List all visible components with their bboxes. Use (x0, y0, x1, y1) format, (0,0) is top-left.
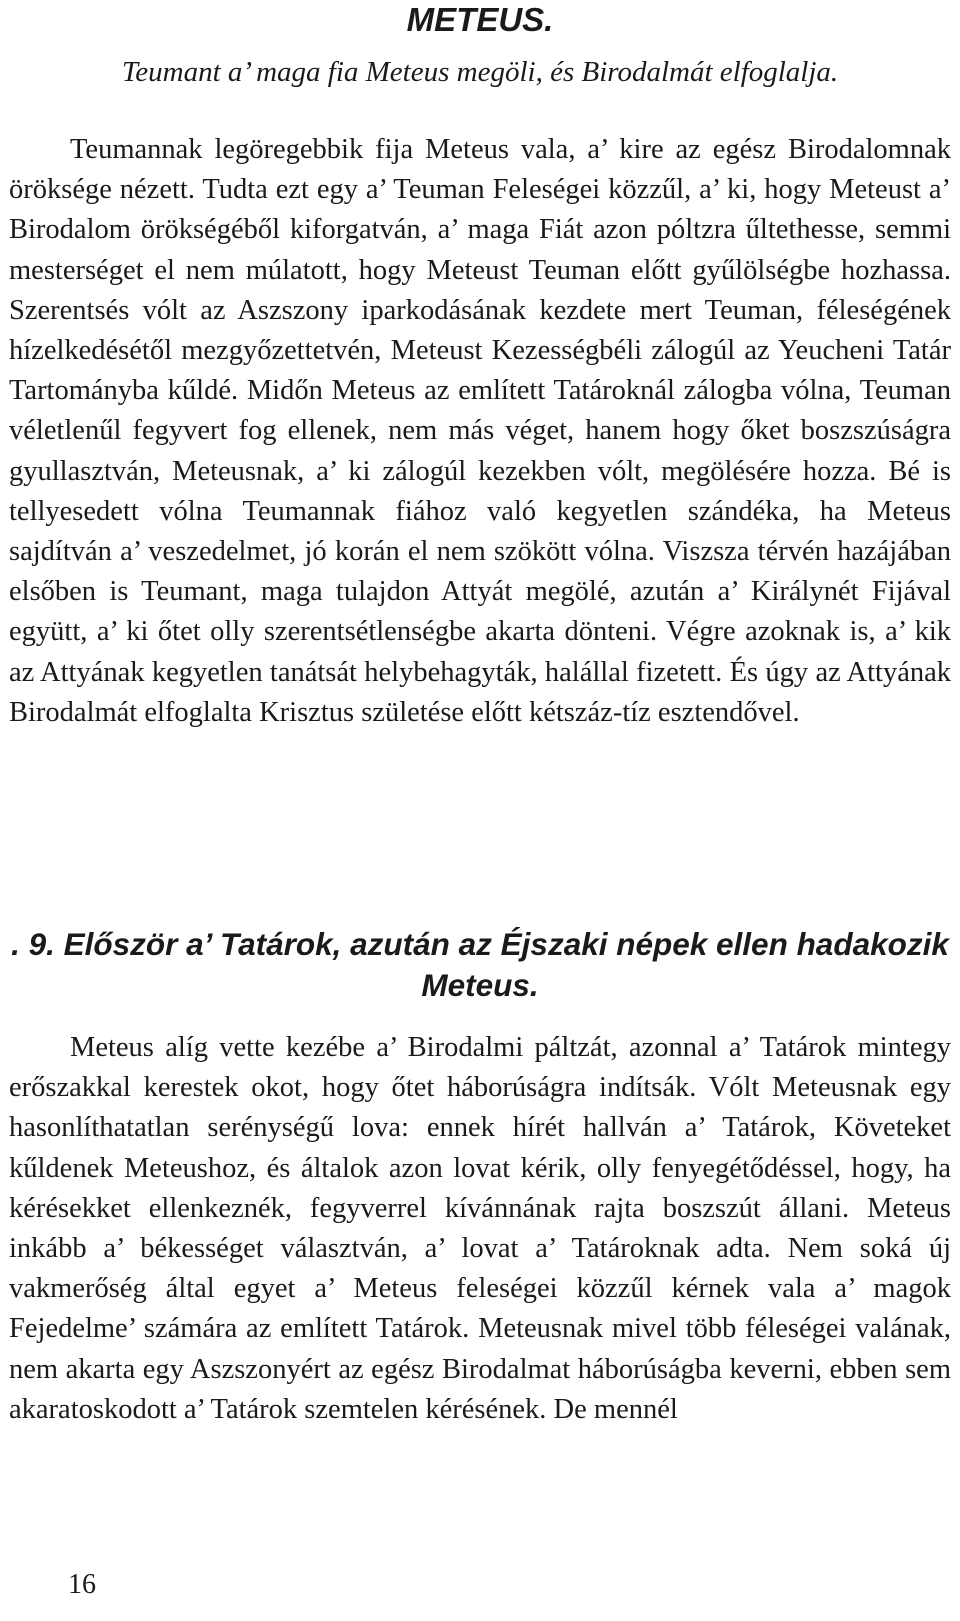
section-heading: . 9. Először a’ Tatárok, azután az Éjszaki népek ellen hadakozik Meteus. (11, 926, 949, 1003)
chapter-subtitle: Teumant a’ maga fia Meteus megöli, és Birodalmát elfoglalja. (121, 56, 839, 88)
chapter-title: METEUS. (406, 1, 554, 38)
page-number: 16 (68, 1569, 96, 1600)
body-paragraph: Meteus alíg vette kezébe a’ Birodalmi páltzát, azonnal a’ Tatárok mintegy erőszakkal kerestek okot, hogy őtet háborúságra indítsák. Vólt Meteusnak egy hasonlíthatatlan serénységű lova: ennek hírét hallván a’ Tatárok, Követeket kűldenek Meteushoz, és általok azon lovat kérik, olly fenyegétődéssel, hogy, ha kérésekket ellenkeznék, fegyverrel kívánnának rajta boszszút állani. Meteus inkább a’ békességet választván, a’ lovat a’ Tatároknak adta. Nem soká új vakmerőség által egyet a’ Meteus feleségei közzűl kérnek vala a’ magok Fejedelme’ számára az említett Tatárok. Meteusnak mivel több féleségei valának, nem akarta egy Aszszonyért az egész Birodalmat háborúságba keverni, ebben sem akaratoskodott a’ Tatárok szemtelen kérésének. De mennél (9, 1032, 951, 1425)
body-paragraph: Teumannak legöregebbik fija Meteus vala, a’ kire az egész Birodalomnak öröksége nézett. Tudta ezt egy a’ Teuman Feleségei közzűl, a’ ki, hogy Meteust a’ Birodalom örökségéből kiforgatván, a’ maga Fiát azon póltzra űltethesse, semmi mesterséget el nem múlatott, hogy Meteust Teuman előtt gyűlölségbe hozhassa. Szerentsés vólt az Aszszony iparkodásának kezdete mert Teuman, féleségének hízelkedésétől mezgyőzettetvén, Meteust Kezességbéli zálogúl az Yeucheni Tatár Tartományba kűldé. Midőn Meteus az említett Tatároknál zálogba vólna, Teuman véletlenűl fegyvert fog ellenek, nem más véget, hanem hogy őket boszszúságra gyullasztván, Meteusnak, a’ ki zálogúl kezekben vólt, megölésére hozza. Bé is tellyesedett vólna Teumannak fiához való kegyetlen szándéka, ha Meteus sajdítván a’ veszedelmet, jó korán el nem szökött vólna. Viszsza térvén hazájában elsőben is Teumant, maga tulajdon Attyát megölé, azután a’ Királynét Fijával együtt, a’ ki őtet olly szerentsétlenségbe akarta dönteni. Végre azoknak is, a’ kik az Attyának kegyetlen tanátsát helybehagyták, halállal fizetett. És úgy az Attyának Birodalmát elfoglalta Krisztus születése előtt kétszáz-tíz esztendővel. (9, 134, 951, 728)
